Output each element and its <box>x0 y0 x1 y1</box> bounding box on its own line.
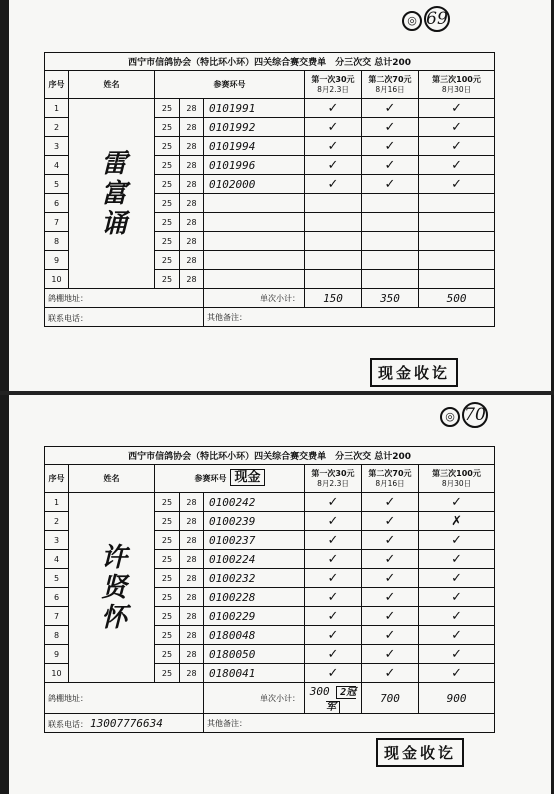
ring-prefix-year: 25 <box>155 664 180 683</box>
subtotal-first: 150 <box>305 289 362 308</box>
second-payment-check <box>362 194 419 213</box>
col-header-seq: 序号 <box>45 71 69 99</box>
subtotal-third: 500 <box>419 289 495 308</box>
ring-prefix-region: 28 <box>180 645 204 664</box>
ring-prefix-year: 25 <box>155 251 180 270</box>
third-payment-check: ✓ <box>419 607 495 626</box>
third-payment-check: ✓ <box>419 137 495 156</box>
notes-label: 其他备注： <box>204 714 495 733</box>
ring-prefix-region: 28 <box>180 626 204 645</box>
table-row <box>45 99 495 118</box>
ring-number: 0100232 <box>204 569 305 588</box>
col-header-first <box>305 71 362 99</box>
ring-prefix-year: 25 <box>155 512 180 531</box>
second-payment-check: ✓ <box>362 607 419 626</box>
second-payment-check: ✓ <box>362 137 419 156</box>
ring-number <box>204 194 305 213</box>
phone-value <box>88 311 93 324</box>
contact-row <box>45 714 495 733</box>
fee-table <box>44 446 495 733</box>
third-payment-check: ✓ <box>419 626 495 645</box>
second-payment-check: ✓ <box>362 550 419 569</box>
page-divider <box>0 391 554 395</box>
ring-prefix-region: 28 <box>180 194 204 213</box>
fee-table <box>44 52 495 327</box>
ring-prefix-region: 28 <box>180 137 204 156</box>
loft-address-label: 鸽棚地址： <box>45 683 204 714</box>
second-payment-check: ✓ <box>362 645 419 664</box>
col-header-name: 姓名 <box>69 465 155 493</box>
ring-prefix-region: 28 <box>180 99 204 118</box>
ring-prefix-year: 25 <box>155 99 180 118</box>
second-payment-check <box>362 232 419 251</box>
third-payment-check: ✗ <box>419 512 495 531</box>
third-payment-check: ✓ <box>419 645 495 664</box>
ring-prefix-region: 28 <box>180 588 204 607</box>
ring-number <box>204 251 305 270</box>
ring-header-label: 参赛环号 <box>194 474 227 483</box>
second-payment-check <box>362 270 419 289</box>
ring-prefix-year: 25 <box>155 531 180 550</box>
ring-number: 0101996 <box>204 156 305 175</box>
first-payment-check: ✓ <box>305 493 362 512</box>
second-payment-check: ✓ <box>362 99 419 118</box>
second-payment-check: ✓ <box>362 531 419 550</box>
ring-number: 0100242 <box>204 493 305 512</box>
row-seq: 9 <box>45 645 69 664</box>
ring-prefix-region: 28 <box>180 664 204 683</box>
ring-number: 0180048 <box>204 626 305 645</box>
ring-prefix-region: 28 <box>180 175 204 194</box>
ring-number: 0100237 <box>204 531 305 550</box>
ring-prefix-region: 28 <box>180 493 204 512</box>
col-header-ring <box>155 465 305 493</box>
ring-number: 0100229 <box>204 607 305 626</box>
ring-number <box>204 270 305 289</box>
fee-form-1 <box>44 52 494 327</box>
row-seq: 2 <box>45 512 69 531</box>
third-payment-check <box>419 194 495 213</box>
subtotal-second: 700 <box>362 683 419 714</box>
owner-name: 雷富诵 <box>69 99 155 289</box>
row-seq: 4 <box>45 550 69 569</box>
champion-overlay-stamp: 2冠军 <box>326 687 357 713</box>
row-seq: 10 <box>45 664 69 683</box>
second-payment-label: 第二次70元 <box>368 74 412 84</box>
corner-number: 69 <box>424 6 450 32</box>
loft-address-label: 鸽棚地址： <box>45 289 204 308</box>
first-payment-check <box>305 194 362 213</box>
row-seq: 1 <box>45 99 69 118</box>
row-seq: 10 <box>45 270 69 289</box>
third-payment-date: 8月30日 <box>441 84 472 94</box>
third-payment-check: ✓ <box>419 118 495 137</box>
circled-mark-icon: ◎ <box>440 407 460 427</box>
third-payment-check <box>419 251 495 270</box>
second-payment-check: ✓ <box>362 588 419 607</box>
third-payment-check: ✓ <box>419 493 495 512</box>
third-payment-check: ✓ <box>419 175 495 194</box>
first-payment-label: 第一次30元 <box>311 74 355 84</box>
first-payment-check: ✓ <box>305 569 362 588</box>
third-payment-check <box>419 213 495 232</box>
ring-prefix-region: 28 <box>180 607 204 626</box>
row-seq: 1 <box>45 493 69 512</box>
first-payment-check: ✓ <box>305 607 362 626</box>
ring-number: 0180041 <box>204 664 305 683</box>
subtotal-second: 350 <box>362 289 419 308</box>
row-seq: 8 <box>45 626 69 645</box>
row-seq: 5 <box>45 175 69 194</box>
ring-number <box>204 232 305 251</box>
ring-prefix-year: 25 <box>155 569 180 588</box>
phone-value: 13007776634 <box>90 716 163 730</box>
first-payment-check: ✓ <box>305 137 362 156</box>
ring-prefix-region: 28 <box>180 270 204 289</box>
subtotal-label: 单次小计： <box>204 289 305 308</box>
ring-number: 0102000 <box>204 175 305 194</box>
first-payment-check: ✓ <box>305 175 362 194</box>
fee-form-2 <box>44 446 494 733</box>
ring-number: 0100224 <box>204 550 305 569</box>
second-payment-check <box>362 213 419 232</box>
ring-prefix-region: 28 <box>180 232 204 251</box>
ring-number: 0101994 <box>204 137 305 156</box>
row-seq: 6 <box>45 194 69 213</box>
second-payment-date: 8月16日 <box>375 478 405 488</box>
col-header-third <box>419 71 495 99</box>
ring-prefix-region: 28 <box>180 531 204 550</box>
third-payment-label: 第三次100元 <box>432 74 481 84</box>
notes-label: 其他备注： <box>204 308 495 327</box>
ring-prefix-year: 25 <box>155 175 180 194</box>
form-title: 西宁市信鸽协会（特比环小环）四关综合赛交费单 分三次交 总计200 <box>45 53 495 71</box>
phone-label: 联系电话： <box>48 313 88 323</box>
first-payment-check <box>305 213 362 232</box>
col-header-third <box>419 465 495 493</box>
ring-prefix-year: 25 <box>155 232 180 251</box>
second-payment-check: ✓ <box>362 118 419 137</box>
second-payment-check: ✓ <box>362 664 419 683</box>
ring-prefix-year: 25 <box>155 550 180 569</box>
ring-number: 0101991 <box>204 99 305 118</box>
col-header-seq: 序号 <box>45 465 69 493</box>
col-header-first <box>305 465 362 493</box>
first-payment-check: ✓ <box>305 118 362 137</box>
subtotal-label: 单次小计： <box>204 683 305 714</box>
third-payment-check <box>419 270 495 289</box>
subtotal-row <box>45 683 495 714</box>
second-payment-check <box>362 251 419 270</box>
col-header-second <box>362 465 419 493</box>
second-payment-check: ✓ <box>362 156 419 175</box>
phone-field <box>45 308 204 327</box>
phone-field <box>45 714 204 733</box>
circled-mark-icon: ◎ <box>402 11 422 31</box>
second-payment-check: ✓ <box>362 175 419 194</box>
ring-prefix-year: 25 <box>155 493 180 512</box>
ring-prefix-year: 25 <box>155 194 180 213</box>
subtotal-first-value: 300 <box>309 685 330 698</box>
second-payment-check: ✓ <box>362 493 419 512</box>
row-seq: 2 <box>45 118 69 137</box>
ring-prefix-year: 25 <box>155 156 180 175</box>
first-payment-check: ✓ <box>305 664 362 683</box>
first-payment-date: 8月2.3日 <box>317 478 349 488</box>
row-seq: 4 <box>45 156 69 175</box>
third-payment-check: ✓ <box>419 99 495 118</box>
owner-name: 许贤怀 <box>69 493 155 683</box>
ring-prefix-year: 25 <box>155 645 180 664</box>
third-payment-check <box>419 232 495 251</box>
row-seq: 7 <box>45 607 69 626</box>
phone-label: 联系电话： <box>48 719 88 729</box>
subtotal-first <box>305 683 362 714</box>
first-payment-date: 8月2.3日 <box>317 84 349 94</box>
third-payment-label: 第三次100元 <box>432 468 481 478</box>
ring-prefix-region: 28 <box>180 550 204 569</box>
second-payment-check: ✓ <box>362 569 419 588</box>
ring-prefix-region: 28 <box>180 569 204 588</box>
row-seq: 7 <box>45 213 69 232</box>
table-row <box>45 493 495 512</box>
ring-prefix-region: 28 <box>180 118 204 137</box>
row-seq: 9 <box>45 251 69 270</box>
ring-number <box>204 213 305 232</box>
third-payment-check: ✓ <box>419 664 495 683</box>
subtotal-row <box>45 289 495 308</box>
first-payment-check <box>305 232 362 251</box>
second-payment-label: 第二次70元 <box>368 468 412 478</box>
scan-border-left <box>0 0 9 794</box>
row-seq: 3 <box>45 531 69 550</box>
first-payment-check <box>305 251 362 270</box>
form-title: 西宁市信鸽协会（特比环小环）四关综合赛交费单 分三次交 总计200 <box>45 447 495 465</box>
first-payment-check <box>305 270 362 289</box>
ring-prefix-region: 28 <box>180 213 204 232</box>
second-payment-date: 8月16日 <box>375 84 405 94</box>
ring-prefix-year: 25 <box>155 137 180 156</box>
third-payment-check: ✓ <box>419 531 495 550</box>
ring-prefix-year: 25 <box>155 626 180 645</box>
first-payment-check: ✓ <box>305 626 362 645</box>
first-payment-check: ✓ <box>305 156 362 175</box>
first-payment-check: ✓ <box>305 588 362 607</box>
row-seq: 5 <box>45 569 69 588</box>
row-seq: 8 <box>45 232 69 251</box>
first-payment-label: 第一次30元 <box>311 468 355 478</box>
cash-received-stamp: 现金收讫 <box>376 738 464 767</box>
col-header-second <box>362 71 419 99</box>
ring-number: 0100228 <box>204 588 305 607</box>
cash-overlay-stamp: 现金 <box>230 469 264 486</box>
first-payment-check: ✓ <box>305 531 362 550</box>
ring-prefix-year: 25 <box>155 118 180 137</box>
ring-number: 0100239 <box>204 512 305 531</box>
first-payment-check: ✓ <box>305 512 362 531</box>
ring-prefix-year: 25 <box>155 588 180 607</box>
cash-received-stamp: 现金收讫 <box>370 358 458 387</box>
third-payment-check: ✓ <box>419 588 495 607</box>
first-payment-check: ✓ <box>305 550 362 569</box>
first-payment-check: ✓ <box>305 645 362 664</box>
col-header-ring: 参赛环号 <box>155 71 305 99</box>
subtotal-third: 900 <box>419 683 495 714</box>
contact-row <box>45 308 495 327</box>
second-payment-check: ✓ <box>362 512 419 531</box>
ring-prefix-region: 28 <box>180 156 204 175</box>
ring-prefix-year: 25 <box>155 270 180 289</box>
third-payment-check: ✓ <box>419 550 495 569</box>
third-payment-check: ✓ <box>419 156 495 175</box>
ring-number: 0101992 <box>204 118 305 137</box>
row-seq: 3 <box>45 137 69 156</box>
row-seq: 6 <box>45 588 69 607</box>
ring-prefix-year: 25 <box>155 213 180 232</box>
corner-number-badge <box>440 402 490 428</box>
ring-prefix-region: 28 <box>180 512 204 531</box>
third-payment-date: 8月30日 <box>441 478 472 488</box>
second-payment-check: ✓ <box>362 626 419 645</box>
third-payment-check: ✓ <box>419 569 495 588</box>
ring-number: 0180050 <box>204 645 305 664</box>
first-payment-check: ✓ <box>305 99 362 118</box>
col-header-name: 姓名 <box>69 71 155 99</box>
ring-prefix-region: 28 <box>180 251 204 270</box>
ring-prefix-year: 25 <box>155 607 180 626</box>
corner-number: 70 <box>462 402 488 428</box>
corner-number-badge <box>402 6 452 32</box>
